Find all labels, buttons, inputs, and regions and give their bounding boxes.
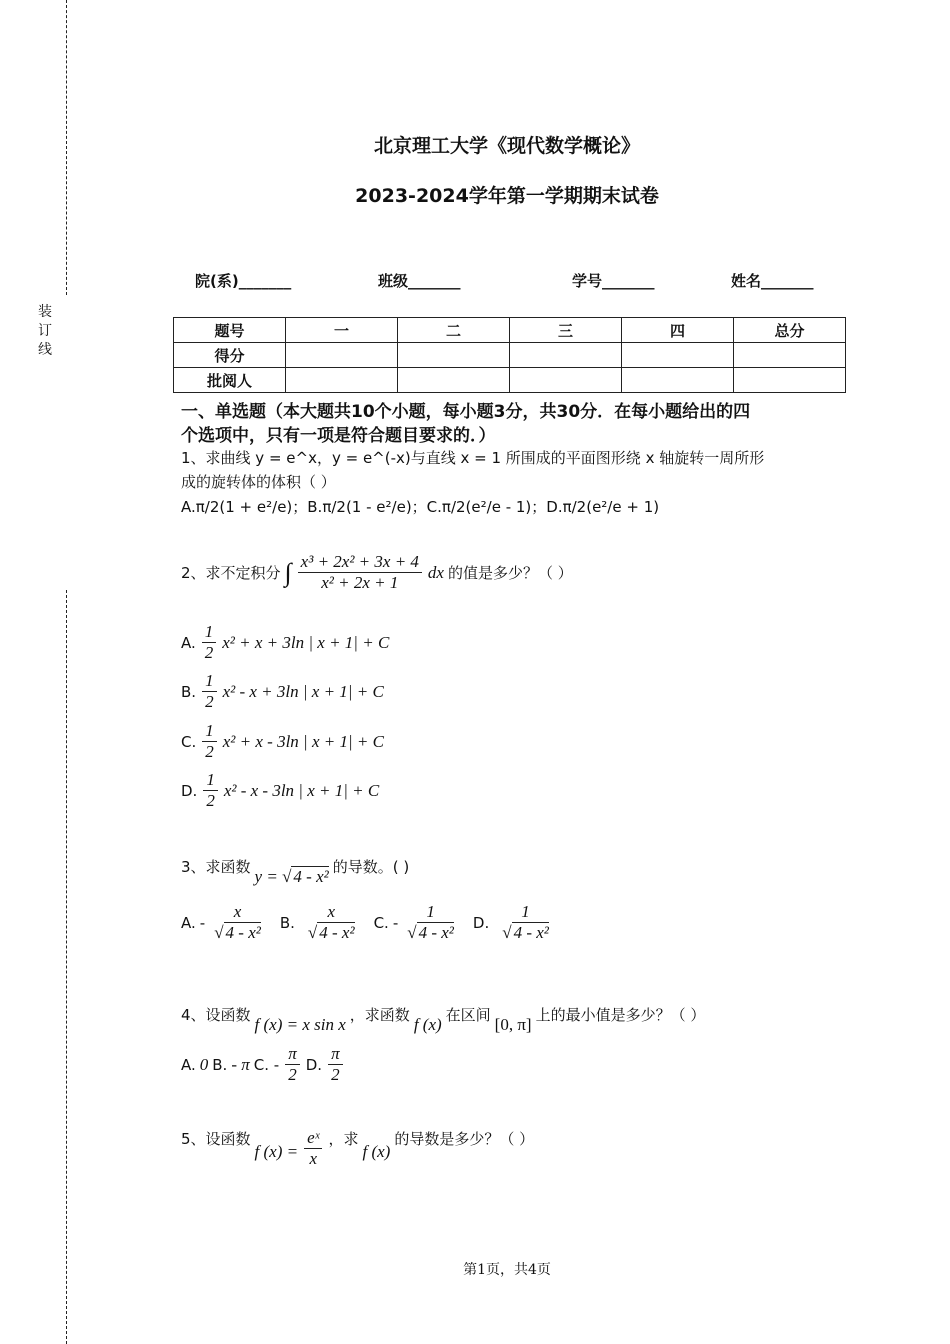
page-footer: 第1页，共4页: [463, 1262, 551, 1278]
numerator: x: [231, 902, 245, 923]
q3-option: [280, 902, 360, 943]
q2-option: [181, 622, 389, 663]
option-d-label: D.: [305, 1055, 323, 1074]
cell: [286, 343, 398, 368]
exam-title: 北京理工大学《现代数学概论》: [373, 135, 640, 157]
q3-options: [181, 902, 554, 943]
denominator: 2: [288, 1065, 297, 1084]
header-cell: 一: [286, 318, 398, 343]
q4-function: f (x) = x sin x: [254, 1015, 346, 1034]
option-b-value: - π: [231, 1054, 250, 1074]
denominator: 2: [205, 692, 214, 711]
numerator: 1: [202, 622, 217, 643]
half-fraction: [203, 770, 218, 811]
cell: [734, 368, 846, 393]
radicand: 4 - x²: [513, 923, 549, 942]
q5-function: f (x) =: [254, 1142, 299, 1161]
dx: dx: [427, 562, 444, 582]
numerator: 1: [423, 902, 438, 923]
option-c-label: C. -: [253, 1055, 280, 1074]
q2-option: [181, 671, 384, 712]
name-field: 姓名_______: [731, 272, 814, 290]
q4-mid: ，求函数: [349, 1005, 410, 1024]
option-fraction: [404, 902, 457, 943]
q5-fraction: [304, 1128, 322, 1169]
denominator: 2: [204, 643, 214, 662]
option-label: D.: [472, 913, 490, 932]
row-label: 得分: [174, 343, 286, 368]
denominator: 2: [206, 791, 215, 810]
q3-suffix: 的导数。( ): [332, 857, 410, 876]
q2-option: [181, 721, 384, 762]
q4-options: [181, 1044, 345, 1085]
option-fraction: [211, 902, 264, 943]
q2-prefix: 2、求不定积分: [181, 564, 281, 582]
option-a-value: 0: [199, 1054, 209, 1074]
option-d-fraction: [328, 1044, 343, 1085]
exam-subtitle: 2023-2024学年第一学期期末试卷: [355, 185, 659, 207]
cell: [622, 368, 734, 393]
q4-function-ref: f (x): [413, 1015, 442, 1034]
option-sign: -: [199, 913, 206, 932]
q3-prefix: 3、求函数: [181, 857, 251, 876]
q2-suffix: 的值是多少？（ ）: [447, 564, 573, 582]
q4-interval: [0, π]: [494, 1015, 532, 1034]
half-fraction: [202, 622, 217, 663]
q3-option: [374, 902, 459, 943]
integral-sign: ∫: [284, 557, 292, 587]
half-fraction: [202, 671, 217, 712]
q1-text: 1、求曲线 y = e^x，y = e^(-x)与直线 x = 1 所围成的平面图形绕 x 轴旋转一周所形: [181, 449, 765, 467]
denominator: 2: [205, 742, 214, 761]
option-expression: x² + x + 3ln | x + 1| + C: [222, 632, 390, 652]
denominator: √ 4 - x²: [214, 923, 261, 942]
q1-options: A.π/2(1 + e²/e)；B.π/2(1 - e²/e)；C.π/2(e²/e - 1)；D.π/2(e²/e + 1): [181, 498, 660, 516]
radicand: 4 - x²: [225, 923, 261, 942]
half-fraction: [202, 721, 217, 762]
cell: [398, 368, 510, 393]
q5-suffix: 的导数是多少？（ ）: [394, 1130, 535, 1148]
header-cell: 题号: [174, 318, 286, 343]
table-row: [174, 343, 846, 368]
radicand: 4 - x²: [319, 923, 355, 942]
numerator: 1: [202, 721, 217, 742]
option-label: B.: [279, 913, 295, 932]
header-cell: 总分: [734, 318, 846, 343]
score-table: [173, 317, 846, 393]
department-field: 院(系)_______: [195, 272, 292, 290]
q5-mid: ，求: [328, 1130, 359, 1148]
q5-question: [181, 1128, 534, 1169]
q5-prefix: 5、设函数: [181, 1130, 251, 1148]
option-label: A.: [181, 913, 196, 932]
numerator: x³ + 2x² + 3x + 4: [298, 552, 422, 573]
q3-option: [473, 902, 554, 943]
q5-function-ref: f (x): [362, 1142, 391, 1161]
option-expression: x² - x + 3ln | x + 1| + C: [222, 681, 384, 701]
q2-question: [181, 552, 573, 593]
formula-lhs: y =: [254, 867, 283, 886]
denominator: √ 4 - x²: [307, 923, 355, 942]
cell: [510, 368, 622, 393]
header-cell: 三: [510, 318, 622, 343]
row-label: 批阅人: [174, 368, 286, 393]
option-label: C.: [181, 732, 197, 751]
class-field: 班级_______: [378, 272, 461, 290]
radicand: 4 - x²: [293, 867, 329, 886]
header-cell: 四: [622, 318, 734, 343]
option-expression: x² + x - 3ln | x + 1| + C: [222, 731, 384, 751]
q2-option: [181, 770, 379, 811]
integrand-fraction: [298, 552, 422, 593]
radicand: 4 - x²: [418, 923, 454, 942]
q4-prefix: 4、设函数: [181, 1005, 251, 1024]
option-expression: x² - x - 3ln | x + 1| + C: [223, 780, 380, 800]
option-label: A.: [181, 633, 196, 652]
numerator: 1: [518, 902, 533, 923]
numerator: 1: [203, 770, 218, 791]
option-fraction: [499, 902, 552, 943]
q4-question: [181, 993, 705, 1035]
table-row: [174, 368, 846, 393]
denominator: 2: [331, 1065, 340, 1084]
q4-mid2: 在区间: [445, 1005, 491, 1024]
q3-formula: y = √ 4 - x²: [254, 867, 329, 886]
student-id-field: 学号_______: [572, 272, 655, 290]
cell: [510, 343, 622, 368]
table-row: [174, 318, 846, 343]
option-c-fraction: [285, 1044, 300, 1085]
option-label: B.: [181, 682, 197, 701]
cell: [286, 368, 398, 393]
q1-text-cont: 成的旋转体的体积（ ）: [181, 473, 336, 491]
denominator: √ 4 - x²: [407, 923, 454, 942]
option-a-label: A.: [181, 1055, 196, 1074]
q3-question: [181, 845, 409, 887]
denominator: x² + 2x + 1: [321, 573, 399, 592]
q3-option: [181, 902, 266, 943]
q4-suffix: 上的最小值是多少？（ ）: [535, 1005, 706, 1024]
cell: [734, 343, 846, 368]
numerator: 1: [202, 671, 217, 692]
numerator: π: [328, 1044, 343, 1065]
section-heading-cont: 个选项中，只有一项是符合题目要求的．）: [181, 426, 496, 446]
binding-dashed-line-bottom: [66, 590, 67, 1344]
header-cell: 二: [398, 318, 510, 343]
numerator: x: [324, 902, 338, 923]
numerator: π: [285, 1044, 300, 1065]
section-heading: 一、单选题（本大题共10个小题，每小题3分，共30分．在每小题给出的四: [181, 402, 751, 422]
option-label: C.: [373, 913, 389, 932]
numerator: eˣ: [304, 1128, 322, 1149]
denominator: x: [309, 1149, 318, 1168]
option-fraction: [305, 902, 358, 943]
option-sign: -: [392, 913, 399, 932]
option-b-label: B.: [212, 1055, 228, 1074]
option-label: D.: [181, 781, 198, 800]
binding-line-label: 装订线: [38, 304, 52, 358]
denominator: √ 4 - x²: [502, 923, 549, 942]
cell: [398, 343, 510, 368]
cell: [622, 343, 734, 368]
